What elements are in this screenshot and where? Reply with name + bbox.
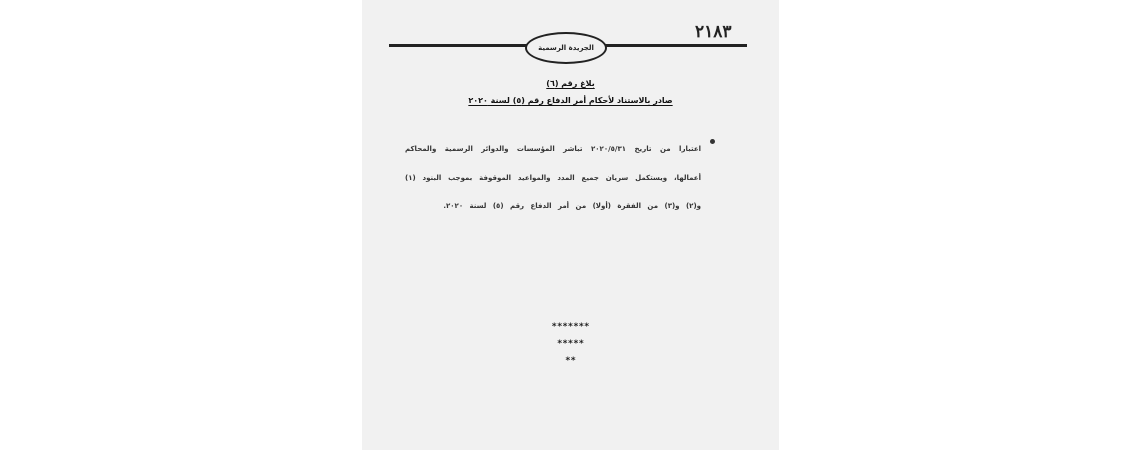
page-number: ٢١٨٣ <box>695 22 732 42</box>
gazette-label: الجريدة الرسمية <box>538 44 594 52</box>
header-rule-right <box>603 44 747 47</box>
notice-title-text: بلاغ رقم (٦) <box>546 79 595 88</box>
notice-body-paragraph: اعتبارا من تاريخ ٢٠٢٠/٥/٣١ تباشر المؤسسات والدوائر الرسمية والمحاكم أعمالها، ويستكمل سريان جميع المدد والمواعيد الموقوفة بموجب البنود (١) و(٢) و(٣) من الفقرة (أولا) من أمر الدفاع رقم (٥) لسنة ٢٠٢٠. <box>405 145 702 210</box>
notice-body <box>405 135 723 221</box>
notice-subtitle <box>362 96 779 105</box>
notice-subtitle-text: صادر بالاستناد لأحكام أمر الدفاع رقم (٥) لسنة ٢٠٢٠ <box>468 96 673 105</box>
separator-stars-2: ***** <box>556 339 585 349</box>
gazette-emblem <box>525 32 607 64</box>
separator-stars-3: ** <box>565 356 576 366</box>
header-rule-left <box>389 44 529 47</box>
notice-title <box>362 79 779 88</box>
separator-stars-1: ******* <box>551 322 590 332</box>
document-page <box>362 0 779 450</box>
